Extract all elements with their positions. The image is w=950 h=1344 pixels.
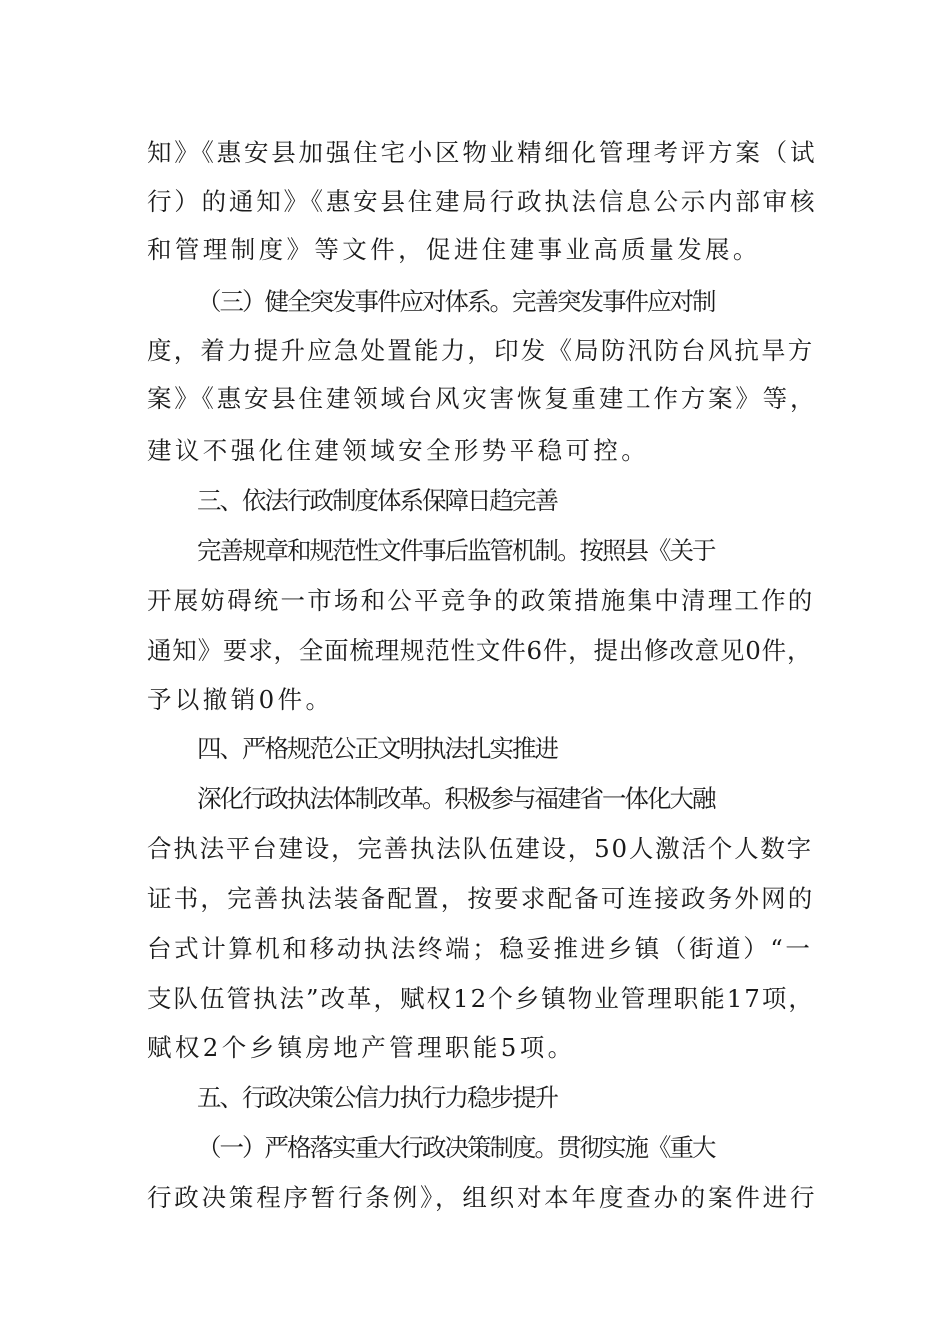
body-text-line: 建议不强化住建领域安全形势平稳可控。 xyxy=(147,436,650,465)
body-text-line: 度，着力提升应急处置能力，印发《局防汛防台风抗旱方 xyxy=(147,336,815,365)
body-text-line: 赋权2个乡镇房地产管理职能5项。 xyxy=(147,1033,576,1062)
body-text-line: 完善规章和规范性文件事后监管机制。按照县《关于 xyxy=(197,536,715,565)
body-text-line: 和管理制度》等文件，促进住建事业高质量发展。 xyxy=(147,235,761,264)
section-heading-5-1: （一）严格落实重大行政决策制度。贯彻实施《重大 xyxy=(197,1133,715,1162)
section-heading-3: （三）健全突发事件应对体系。完善突发事件应对制 xyxy=(197,287,715,316)
body-text-line: 通知》要求，全面梳理规范性文件6件，提出修改意见0件， xyxy=(147,636,813,665)
body-text-line: 案》《惠安县住建领域台风灾害恢复重建工作方案》等， xyxy=(147,384,818,413)
section-heading-three: 三、依法行政制度体系保障日趋完善 xyxy=(197,486,557,515)
body-text-line: 合执法平台建设，完善执法队伍建设，50人激活个人数字 xyxy=(147,834,813,863)
section-heading-five: 五、行政决策公信力执行力稳步提升 xyxy=(197,1083,557,1112)
body-text-line: 予以撤销0件。 xyxy=(147,685,334,714)
body-text-line: 开展妨碍统一市场和公平竞争的政策措施集中清理工作的 xyxy=(147,586,815,615)
body-text-line: 支队伍管执法”改革，赋权12个乡镇物业管理职能17项， xyxy=(147,984,815,1013)
section-heading-four: 四、严格规范公正文明执法扎实推进 xyxy=(197,734,557,763)
body-text-line: 台式计算机和移动执法终端；稳妥推进乡镇（街道）“一 xyxy=(147,934,813,963)
body-text-line: 行）的通知》《惠安县住建局行政执法信息公示内部审核 xyxy=(147,187,818,216)
body-text-line: 行政决策程序暂行条例》，组织对本年度查办的案件进行 xyxy=(147,1183,818,1212)
body-text-line: 证书，完善执法装备配置，按要求配备可连接政务外网的 xyxy=(147,884,815,913)
body-text-line: 知》《惠安县加强住宅小区物业精细化管理考评方案（试 xyxy=(147,138,818,167)
body-text-line: 深化行政执法体制改革。积极参与福建省一体化大融 xyxy=(197,784,715,813)
